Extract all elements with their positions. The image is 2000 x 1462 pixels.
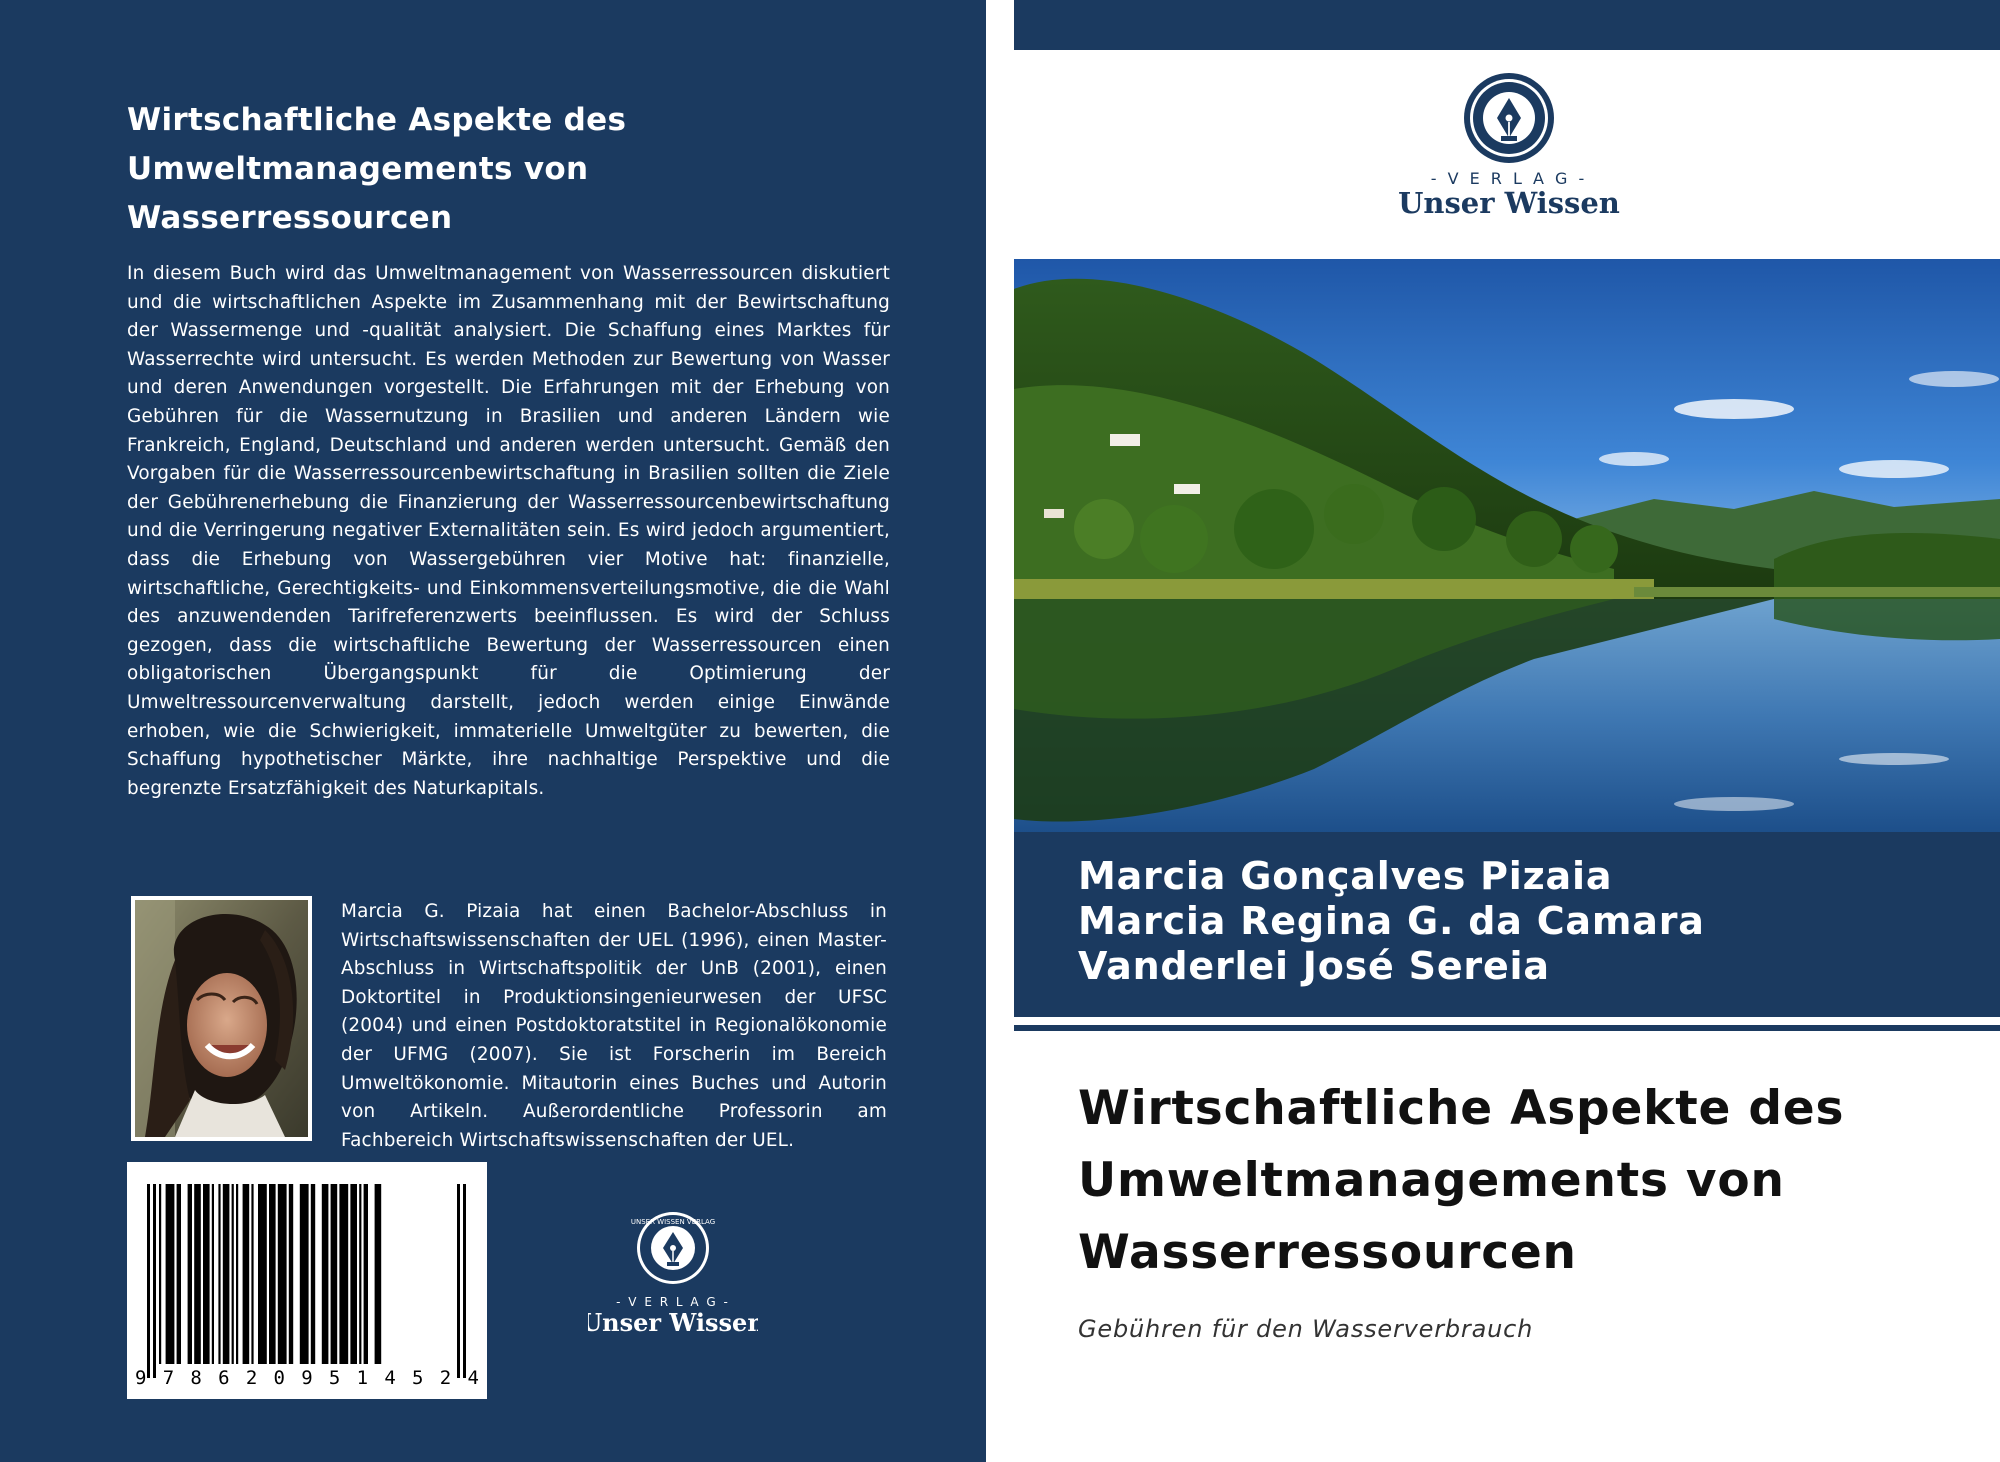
- spine-gap: [986, 0, 1014, 1462]
- barcode-bar: [147, 1184, 150, 1378]
- barcode-bar: [153, 1184, 156, 1378]
- barcode-bar: [232, 1184, 234, 1364]
- top-bar: [1014, 0, 2000, 50]
- publisher-name: Unser Wissen: [588, 1308, 758, 1337]
- barcode-digit: 5: [328, 1367, 341, 1389]
- cover-photo-lake: [1014, 259, 2000, 832]
- back-title-line: Wirtschaftliche Aspekte des: [127, 102, 627, 138]
- title-line: Wirtschaftliche Aspekte des: [1078, 1081, 1845, 1136]
- barcode-bar: [203, 1184, 210, 1364]
- barcode-digit: 2: [439, 1367, 452, 1389]
- barcode-digit: 4: [467, 1367, 479, 1389]
- barcode-bar: [258, 1184, 267, 1364]
- barcode-bar: [350, 1184, 357, 1364]
- book-blurb: In diesem Buch wird das Umweltmanagement von Wasserressourcen diskutiert und die wirtschaftlichen Aspekte im Zusammenhang mit der Bewirtschaftung der Wassermenge und -qualität analysiert. Die Schaffung eines Marktes für Wasserrechte wird untersucht. Es werden Methoden zur Bewertung von Wasser und deren Anwendungen vorgestellt. Die Erfahrungen mit der Erhebung von Gebühren für die Wassernutzung in Brasilien und anderen Ländern wie Frankreich, England, Deutschland und anderen werden untersucht. Gemäß den Vorgaben für die Wasserressourcenbewirtschaftung in Brasilien sollten die Ziele der Gebührenerhebung die Finanzierung der Wasserressourcenbewirtschaftung und die Verringerung negativer Externalitäten sein. Es wird jedoch argumentiert, dass die Erhebung von Wassergebühren vier Motive hat: finanzielle, wirtschaftliche, Gerechtigkeits- und Einkommensverteilungsmotive, die die Wahl des anzuwendenden Tarifreferenzwerts beeinflussen. Es wird der Schluss gezogen, dass die wirtschaftliche Bewertung der Wasserressourcen einen obligatorischen Übergangspunkt für die Optimierung der Umweltressourcenverwaltung darstellt, jedoch werden einige Einwände erhoben, wie die Schwierigkeit, immaterielle Umweltgüter zu bewerten, die Schaffung hypothetischer Märkte, ihre nachhaltige Perspektive und die begrenzte Ersatzfähigkeit des Naturkapitals.: [127, 263, 890, 799]
- title-line: Wasserressourcen: [1078, 1225, 1577, 1280]
- barcode-digit: 7: [162, 1367, 175, 1389]
- publisher-verlag-label: - V E R L A G -: [616, 1295, 730, 1309]
- barcode-bar: [243, 1184, 250, 1364]
- author-name: Vanderlei José Sereia: [1078, 944, 1550, 988]
- barcode-digit: 9: [301, 1367, 313, 1389]
- author-photo: [131, 896, 312, 1141]
- barcode-bar: [364, 1184, 368, 1364]
- divider: [1014, 1025, 2000, 1031]
- book-subtitle: Gebühren für den Wasserverbrauch: [1078, 1315, 1534, 1343]
- publisher-logo-back: [588, 1210, 758, 1340]
- barcode-bar: [218, 1184, 220, 1364]
- barcode-bar: [166, 1184, 175, 1364]
- barcode-bar: [251, 1184, 253, 1364]
- author-band: [1014, 832, 2000, 1017]
- barcode-digit: 1: [356, 1367, 369, 1389]
- back-title-line: Umweltmanagements von: [127, 151, 589, 187]
- author-bio: Marcia G. Pizaia hat einen Bachelor-Abschluss in Wirtschaftswissenschaften der UEL (1996), einen Master-Abschluss in Wirtschaftspolitik der UnB (2001), einen Doktortitel in Produktionsingenieurwesen der UFSC (2004) und einen Postdoktoratstitel in Regionalökonomie der UFMG (2007). Sie ist Forscherin im Bereich Umweltökonomie. Mitautorin eines Buches und Autorin von Artikeln. Außerordentliche Professorin am Fachbereich Wirtschaftswissenschaften der UEL.: [341, 901, 887, 1151]
- publisher-name: Unser Wissen: [1398, 186, 1620, 220]
- isbn-barcode: [127, 1162, 487, 1399]
- barcode-bar: [322, 1184, 329, 1364]
- isbn-number: [135, 1367, 479, 1389]
- barcode-bar: [300, 1184, 309, 1364]
- barcode-bar: [212, 1184, 214, 1364]
- barcode-digit: 4: [384, 1367, 396, 1389]
- barcode-bar: [331, 1184, 338, 1364]
- barcode-bar: [289, 1184, 293, 1364]
- publisher-verlag-label: - V E R L A G -: [1430, 169, 1588, 188]
- author-list: [1078, 854, 1705, 989]
- barcode-bar: [188, 1184, 192, 1364]
- fountain-pen-nib-icon: [1464, 73, 1554, 163]
- barcode-bar: [269, 1184, 276, 1364]
- barcode-bar: [159, 1184, 161, 1364]
- barcode-digit: 8: [190, 1367, 202, 1389]
- back-cover-title: [127, 96, 827, 243]
- back-title-line: Wasserressourcen: [127, 200, 453, 236]
- barcode-bar: [457, 1184, 460, 1378]
- publisher-logo-front: [1394, 70, 1624, 220]
- title-line: Umweltmanagements von: [1078, 1153, 1785, 1208]
- barcode-bar: [311, 1184, 315, 1364]
- barcode-bar: [463, 1184, 466, 1378]
- front-cover: [1014, 0, 2000, 1462]
- author-name: Marcia Gonçalves Pizaia: [1078, 854, 1613, 898]
- barcode-bar: [359, 1184, 361, 1364]
- book-title: [1078, 1073, 1978, 1289]
- seal-text: UNSER WISSEN VERLAG: [630, 1218, 716, 1226]
- back-cover: [0, 0, 986, 1462]
- barcode-bar: [177, 1184, 181, 1364]
- barcode-bar: [223, 1184, 230, 1364]
- barcode-bar: [194, 1184, 201, 1364]
- barcode-bar: [339, 1184, 348, 1364]
- barcode-digit: 2: [245, 1367, 258, 1389]
- barcode-digit: 5: [412, 1367, 424, 1389]
- author-name: Marcia Regina G. da Camara: [1078, 899, 1705, 943]
- barcode-bar: [278, 1184, 287, 1364]
- barcode-bar: [236, 1184, 238, 1364]
- barcode-bar: [375, 1184, 382, 1364]
- barcode-digit: 0: [273, 1367, 285, 1389]
- barcode-digit: 6: [218, 1367, 230, 1389]
- barcode-digit: 9: [135, 1367, 147, 1389]
